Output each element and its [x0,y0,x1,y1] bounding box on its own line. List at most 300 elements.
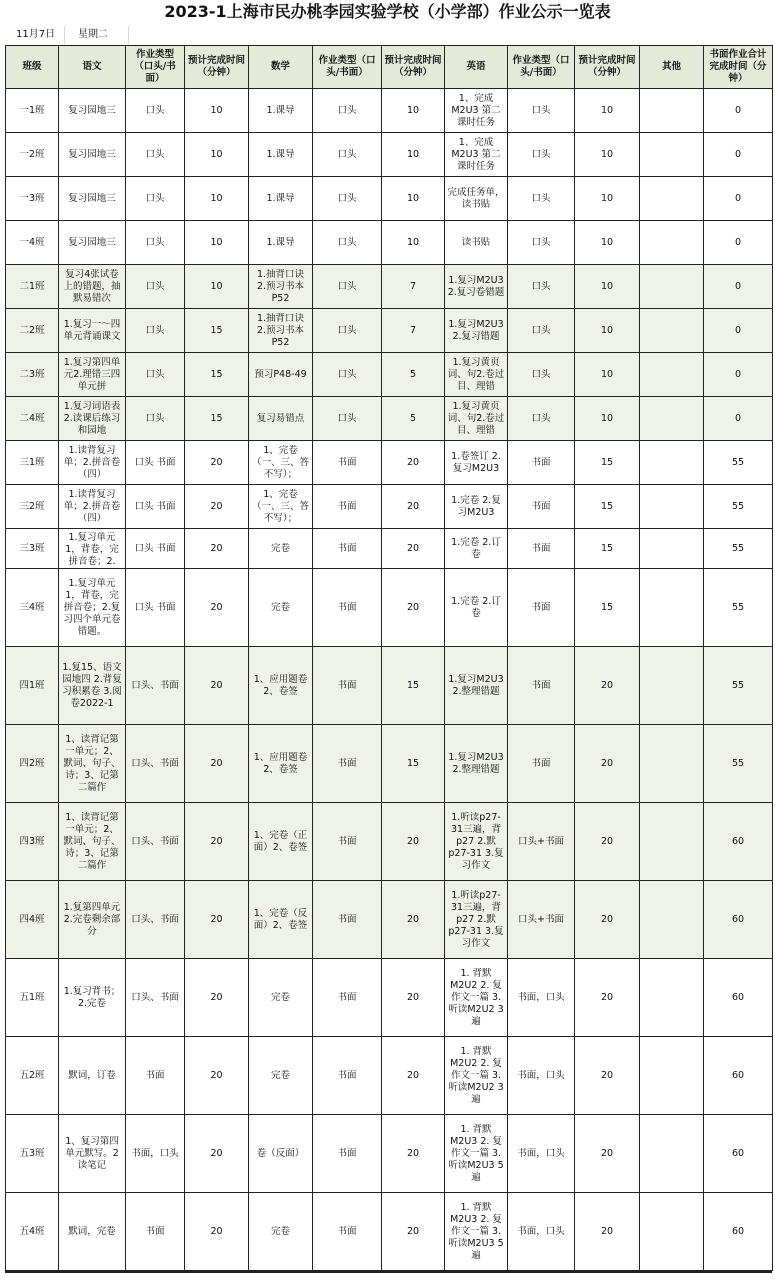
cell-english-type[interactable] [508,569,575,647]
cell-english[interactable] [445,1037,508,1115]
cell-total-time[interactable] [704,309,773,353]
cell-text: 口头 [531,236,551,248]
cell-math[interactable] [249,485,313,529]
cell-math-time[interactable] [382,309,445,353]
header-english-type[interactable]: 作业类型（口头/书面） [508,46,575,89]
cell-chinese-time[interactable] [185,1193,249,1271]
cell-english-type[interactable] [508,441,575,485]
cell-text: 15 [210,412,223,424]
cell-math-time[interactable] [382,133,445,177]
cell-text: 书面，口头 [131,1147,179,1159]
cell-math-time[interactable] [382,177,445,221]
cell-total-time[interactable] [704,221,773,265]
cell-math[interactable] [249,441,313,485]
cell-english[interactable] [445,353,508,397]
cell-english-time[interactable] [575,725,640,803]
cell-chinese-time[interactable] [185,1115,249,1193]
cell-chinese[interactable] [59,177,126,221]
cell-math-time[interactable] [382,221,445,265]
cell-text: 1.完卷 2.订卷 [451,595,501,619]
cell-chinese-type[interactable] [126,221,185,265]
cell-other[interactable] [640,529,704,569]
cell-math-time[interactable] [382,1037,445,1115]
header-other[interactable]: 其他 [640,46,704,89]
cell-chinese-type[interactable] [126,1193,185,1271]
cell-math[interactable] [249,1115,313,1193]
cell-chinese[interactable] [59,397,126,441]
cell-math[interactable] [249,803,313,881]
cell-chinese[interactable] [59,485,126,529]
cell-chinese[interactable] [59,441,126,485]
cell-chinese-time[interactable] [185,485,249,529]
cell-text: 口头 [145,236,165,248]
cell-chinese-time[interactable] [185,441,249,485]
cell-text: 书面，口头 [517,1225,565,1237]
cell-text: 0 [734,412,742,424]
cell-chinese-time[interactable] [185,529,249,569]
cell-total-time[interactable] [704,1115,773,1193]
table-row [6,959,773,1037]
cell-math-time[interactable] [382,647,445,725]
cell-class[interactable] [6,1115,59,1193]
cell-math-time[interactable] [382,441,445,485]
cell-class[interactable] [6,959,59,1037]
cell-chinese-type[interactable] [126,485,185,529]
cell-english-type[interactable] [508,221,575,265]
cell-math[interactable] [249,177,313,221]
cell-total-time[interactable] [704,353,773,397]
cell-math-time[interactable] [382,803,445,881]
cell-chinese-type[interactable] [126,647,185,725]
cell-math-type[interactable] [313,881,382,959]
cell-english-type[interactable] [508,881,575,959]
cell-chinese-time[interactable] [185,881,249,959]
table-bottom-border [5,1270,772,1273]
cell-math[interactable] [249,881,313,959]
cell-chinese-time[interactable] [185,397,249,441]
cell-math-time[interactable] [382,1193,445,1271]
cell-english-type[interactable] [508,397,575,441]
cell-english[interactable] [445,1115,508,1193]
cell-chinese[interactable] [59,803,126,881]
cell-english-time[interactable] [575,1193,640,1271]
cell-chinese-type[interactable] [126,265,185,309]
header-math-type[interactable]: 作业类型（口头/书面） [313,46,382,89]
cell-chinese[interactable] [59,647,126,725]
cell-chinese-time[interactable] [185,647,249,725]
cell-math-time[interactable] [382,485,445,529]
cell-text: 书面 [337,1069,357,1081]
cell-math-time[interactable] [382,529,445,569]
cell-other[interactable] [640,485,704,529]
cell-english-time[interactable] [575,1115,640,1193]
cell-class[interactable] [6,353,59,397]
cell-english[interactable] [445,441,508,485]
cell-other[interactable] [640,569,704,647]
cell-total-time[interactable] [704,441,773,485]
cell-chinese[interactable] [59,959,126,1037]
cell-chinese[interactable] [59,353,126,397]
cell-class[interactable] [6,725,59,803]
cell-text: 10 [210,104,223,116]
cell-math-type[interactable] [313,397,382,441]
cell-math-type[interactable] [313,1115,382,1193]
cell-english[interactable] [445,647,508,725]
cell-english[interactable] [445,803,508,881]
cell-math[interactable] [249,1037,313,1115]
cell-text: 五1班 [19,991,45,1003]
cell-english-time[interactable] [575,485,640,529]
cell-english-time[interactable] [575,803,640,881]
cell-english[interactable] [445,397,508,441]
cell-math-time[interactable] [382,881,445,959]
cell-class[interactable] [6,441,59,485]
cell-other[interactable] [640,647,704,725]
cell-math[interactable] [249,133,313,177]
cell-other[interactable] [640,133,704,177]
cell-chinese[interactable] [59,89,126,133]
cell-english[interactable] [445,959,508,1037]
cell-other[interactable] [640,309,704,353]
cell-other[interactable] [640,177,704,221]
cell-math[interactable] [249,725,313,803]
cell-class[interactable] [6,177,59,221]
cell-math-type[interactable] [313,353,382,397]
header-english-time[interactable]: 预计完成时间（分钟） [575,46,640,89]
cell-class[interactable] [6,881,59,959]
cell-math-type[interactable] [313,725,382,803]
cell-text: 1、读背记第一单元；2、默词、句子、诗；3、记第二篇作 [63,733,121,793]
cell-chinese[interactable] [59,265,126,309]
cell-math[interactable] [249,397,313,441]
weekday-cell[interactable]: 星期二 [78,29,108,40]
cell-math[interactable] [249,221,313,265]
cell-math-type[interactable] [313,441,382,485]
cell-math-type[interactable] [313,309,382,353]
cell-chinese[interactable] [59,569,126,647]
cell-class[interactable] [6,569,59,647]
cell-chinese-type[interactable] [126,397,185,441]
cell-chinese-type[interactable] [126,441,185,485]
cell-english-time[interactable] [575,441,640,485]
cell-class[interactable] [6,133,59,177]
cell-english[interactable] [445,309,508,353]
cell-other[interactable] [640,397,704,441]
cell-text: 20 [600,913,614,925]
cell-text: 10 [210,236,223,248]
cell-text: 20 [600,991,614,1003]
header-english[interactable]: 英语 [445,46,508,89]
cell-other[interactable] [640,353,704,397]
cell-math-type[interactable] [313,569,382,647]
cell-english[interactable] [445,485,508,529]
cell-chinese-type[interactable] [126,89,185,133]
cell-text: 10 [406,192,420,204]
cell-text: 口头+书面 [518,913,564,925]
table-row [6,353,773,397]
cell-other[interactable] [640,89,704,133]
cell-chinese-time[interactable] [185,803,249,881]
cell-text: 10 [600,148,614,160]
cell-math[interactable] [249,1193,313,1271]
cell-chinese-type[interactable] [126,803,185,881]
cell-other[interactable] [640,1037,704,1115]
cell-chinese-type[interactable] [126,133,185,177]
cell-chinese[interactable] [59,1115,126,1193]
header-class[interactable]: 班级 [6,46,59,89]
cell-text: 预习P48-49 [254,368,307,380]
cell-math-time[interactable] [382,959,445,1037]
cell-math[interactable] [249,309,313,353]
cell-other[interactable] [640,959,704,1037]
cell-total-time[interactable] [704,803,773,881]
cell-other[interactable] [640,725,704,803]
cell-english[interactable] [445,177,508,221]
cell-other[interactable] [640,881,704,959]
cell-math-type[interactable] [313,177,382,221]
cell-math-time[interactable] [382,89,445,133]
cell-chinese-type[interactable] [126,959,185,1037]
cell-text: 三3班 [19,542,45,554]
cell-chinese-type[interactable] [126,569,185,647]
cell-text: 口头、书面 [131,679,179,691]
cell-chinese-time[interactable] [185,353,249,397]
cell-text: 1.抽背口诀 2.预习书本P52 [256,268,305,304]
cell-class[interactable] [6,309,59,353]
cell-chinese-type[interactable] [126,1115,185,1193]
cell-math[interactable] [249,647,313,725]
cell-math-type[interactable] [313,803,382,881]
cell-chinese[interactable] [59,1037,126,1115]
cell-math-time[interactable] [382,397,445,441]
cell-text: 10 [600,324,614,336]
header-chinese-time[interactable]: 预计完成时间（分钟） [185,46,249,89]
cell-chinese-time[interactable] [185,309,249,353]
cell-math[interactable] [249,529,313,569]
cell-chinese-time[interactable] [185,265,249,309]
cell-total-time[interactable] [704,1193,773,1271]
cell-chinese[interactable] [59,725,126,803]
cell-english[interactable] [445,221,508,265]
cell-english-time[interactable] [575,353,640,397]
cell-text: 一1班 [19,104,45,116]
cell-english-type[interactable] [508,1115,575,1193]
cell-total-time[interactable] [704,1037,773,1115]
cell-text: 1、完卷（反面）2、卷签 [253,907,308,931]
cell-english-type[interactable] [508,1037,575,1115]
cell-english-type[interactable] [508,309,575,353]
cell-math[interactable] [249,353,313,397]
cell-english-type[interactable] [508,529,575,569]
cell-total-time[interactable] [704,881,773,959]
cell-total-time[interactable] [704,647,773,725]
cell-english-time[interactable] [575,1037,640,1115]
cell-math-time[interactable] [382,1115,445,1193]
cell-text: 20 [406,456,420,468]
cell-english[interactable] [445,1193,508,1271]
cell-chinese-time[interactable] [185,959,249,1037]
cell-english[interactable] [445,725,508,803]
cell-total-time[interactable] [704,569,773,647]
cell-other[interactable] [640,221,704,265]
cell-math[interactable] [249,89,313,133]
cell-chinese-type[interactable] [126,881,185,959]
cell-english-time[interactable] [575,221,640,265]
cell-text: 10 [600,412,614,424]
cell-text: 书面 [145,1225,165,1237]
cell-total-time[interactable] [704,397,773,441]
cell-math-time[interactable] [382,725,445,803]
cell-chinese-type[interactable] [126,1037,185,1115]
cell-math-time[interactable] [382,353,445,397]
cell-math-type[interactable] [313,1037,382,1115]
cell-chinese[interactable] [59,1193,126,1271]
cell-total-time[interactable] [704,89,773,133]
cell-text: 1. 背默M2U2 2. 复作文一篇 3.听读M2U2 3遍 [448,1045,504,1105]
cell-chinese-time[interactable] [185,569,249,647]
cell-english-time[interactable] [575,265,640,309]
cell-chinese-type[interactable] [126,529,185,569]
cell-math-type[interactable] [313,133,382,177]
cell-english-type[interactable] [508,1193,575,1271]
cell-english-type[interactable] [508,647,575,725]
cell-english-type[interactable] [508,177,575,221]
cell-chinese-time[interactable] [185,133,249,177]
cell-english-type[interactable] [508,353,575,397]
cell-other[interactable] [640,1193,704,1271]
cell-total-time[interactable] [704,725,773,803]
cell-chinese-time[interactable] [185,725,249,803]
cell-text: 口头 [531,192,551,204]
cell-chinese-time[interactable] [185,89,249,133]
header-chinese[interactable]: 语文 [59,46,126,89]
cell-chinese-time[interactable] [185,221,249,265]
header-math-time[interactable]: 预计完成时间（分钟） [382,46,445,89]
cell-english-time[interactable] [575,89,640,133]
cell-math-time[interactable] [382,569,445,647]
cell-class[interactable] [6,1193,59,1271]
cell-chinese[interactable] [59,133,126,177]
cell-total-time[interactable] [704,529,773,569]
cell-class[interactable] [6,647,59,725]
cell-text: 口头、书面 [131,991,179,1003]
cell-total-time[interactable] [704,133,773,177]
cell-text: 书面，口头 [517,1069,565,1081]
cell-total-time[interactable] [704,485,773,529]
cell-english-time[interactable] [575,309,640,353]
cell-text: 口头 [145,412,165,424]
header-math[interactable]: 数学 [249,46,313,89]
cell-text: 20 [210,500,223,512]
cell-english[interactable] [445,89,508,133]
cell-chinese-type[interactable] [126,177,185,221]
cell-english-time[interactable] [575,529,640,569]
cell-math-type[interactable] [313,1193,382,1271]
cell-chinese-type[interactable] [126,353,185,397]
cell-chinese-type[interactable] [126,309,185,353]
cell-text: 口头 [531,324,551,336]
cell-class[interactable] [6,397,59,441]
header-chinese-type[interactable]: 作业类型（口头/书面） [126,46,185,89]
cell-math-type[interactable] [313,485,382,529]
cell-class[interactable] [6,1037,59,1115]
date-cell[interactable]: 11月7日 [16,29,56,40]
cell-english-type[interactable] [508,265,575,309]
cell-english-time[interactable] [575,881,640,959]
cell-english[interactable] [445,569,508,647]
cell-math-type[interactable] [313,959,382,1037]
cell-other[interactable] [640,441,704,485]
cell-total-time[interactable] [704,959,773,1037]
cell-chinese[interactable] [59,221,126,265]
cell-other[interactable] [640,1115,704,1193]
cell-class[interactable] [6,803,59,881]
cell-english-time[interactable] [575,959,640,1037]
cell-math-type[interactable] [313,529,382,569]
cell-math-type[interactable] [313,89,382,133]
cell-chinese[interactable] [59,309,126,353]
cell-class[interactable] [6,221,59,265]
cell-math-type[interactable] [313,221,382,265]
cell-math-time[interactable] [382,265,445,309]
cell-math-type[interactable] [313,265,382,309]
cell-chinese-time[interactable] [185,177,249,221]
cell-english-type[interactable] [508,133,575,177]
cell-math[interactable] [249,265,313,309]
cell-chinese-type[interactable] [126,725,185,803]
cell-text: 20 [210,542,223,554]
cell-english[interactable] [445,133,508,177]
cell-english-type[interactable] [508,89,575,133]
cell-english-time[interactable] [575,647,640,725]
cell-text: 五4班 [19,1225,45,1237]
cell-class[interactable] [6,89,59,133]
cell-english-time[interactable] [575,177,640,221]
cell-chinese[interactable] [59,529,126,569]
cell-class[interactable] [6,529,59,569]
table-row [6,529,773,569]
cell-english-time[interactable] [575,569,640,647]
cell-english[interactable] [445,881,508,959]
cell-total-time[interactable] [704,265,773,309]
cell-math[interactable] [249,569,313,647]
cell-english-time[interactable] [575,133,640,177]
cell-text: 20 [210,456,223,468]
cell-english-type[interactable] [508,725,575,803]
cell-english-type[interactable] [508,803,575,881]
cell-total-time[interactable] [704,177,773,221]
cell-other[interactable] [640,803,704,881]
cell-math[interactable] [249,959,313,1037]
cell-text: 1.复习单元1，背卷，完拼音卷；2.复习四个单元卷错题。 [63,577,121,637]
header-total-time[interactable]: 书面作业合计完成时间（分钟） [704,46,773,89]
cell-chinese-time[interactable] [185,1037,249,1115]
cell-text: 60 [731,1225,745,1237]
cell-text: 1、读背记第一单元；2、默词、句子、诗；3、记第二篇作 [63,811,121,871]
cell-class[interactable] [6,485,59,529]
cell-english[interactable] [445,529,508,569]
cell-english-type[interactable] [508,959,575,1037]
cell-english-time[interactable] [575,397,640,441]
cell-text: 20 [600,757,614,769]
cell-chinese[interactable] [59,881,126,959]
cell-english[interactable] [445,265,508,309]
cell-other[interactable] [640,265,704,309]
cell-class[interactable] [6,265,59,309]
cell-english-type[interactable] [508,485,575,529]
cell-text: 55 [731,679,745,691]
cell-math-type[interactable] [313,647,382,725]
